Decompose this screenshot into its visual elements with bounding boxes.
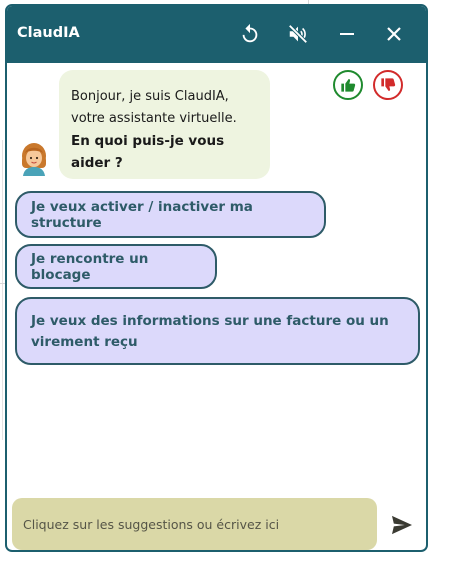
message-line: votre assistante virtuelle. <box>71 111 237 126</box>
suggestion-label: Je veux des informations sur une facture ou un virement reçu <box>31 313 389 350</box>
message-question: En quoi puis-je vous <box>71 133 225 149</box>
mute-icon <box>287 23 309 45</box>
suggestion-label: Je rencontre un blocage <box>31 250 149 283</box>
chat-title: ClaudIA <box>17 25 80 41</box>
suggestion-invoice-transfer[interactable] <box>15 297 420 365</box>
minimize-icon <box>338 25 356 43</box>
chat-widget <box>5 4 428 552</box>
send-icon <box>391 515 413 535</box>
mute-button[interactable] <box>284 20 312 48</box>
reset-icon <box>239 23 261 45</box>
reset-button[interactable] <box>236 20 264 48</box>
suggestion-label: Je veux activer / inactiver ma structure <box>31 198 253 231</box>
assistant-avatar <box>19 142 49 176</box>
suggestion-activate-structure[interactable] <box>15 191 326 238</box>
close-button[interactable] <box>380 20 408 48</box>
background-divider <box>2 140 3 440</box>
message-line: Bonjour, je suis ClaudIA, <box>71 89 229 104</box>
input-placeholder: Cliquez sur les suggestions ou écrivez ici <box>23 516 280 532</box>
send-button[interactable] <box>390 514 414 536</box>
thumbs-down-icon <box>380 77 396 93</box>
minimize-button[interactable] <box>333 20 361 48</box>
close-icon <box>385 25 403 43</box>
message-input[interactable] <box>12 498 377 550</box>
thumbs-up-icon <box>340 77 356 93</box>
suggestion-blocking-issue[interactable] <box>15 244 217 289</box>
thumbs-up-button[interactable] <box>333 70 363 100</box>
thumbs-down-button[interactable] <box>373 70 403 100</box>
message-question: aider ? <box>71 155 123 171</box>
assistant-message <box>59 70 270 179</box>
chat-header <box>7 6 426 63</box>
